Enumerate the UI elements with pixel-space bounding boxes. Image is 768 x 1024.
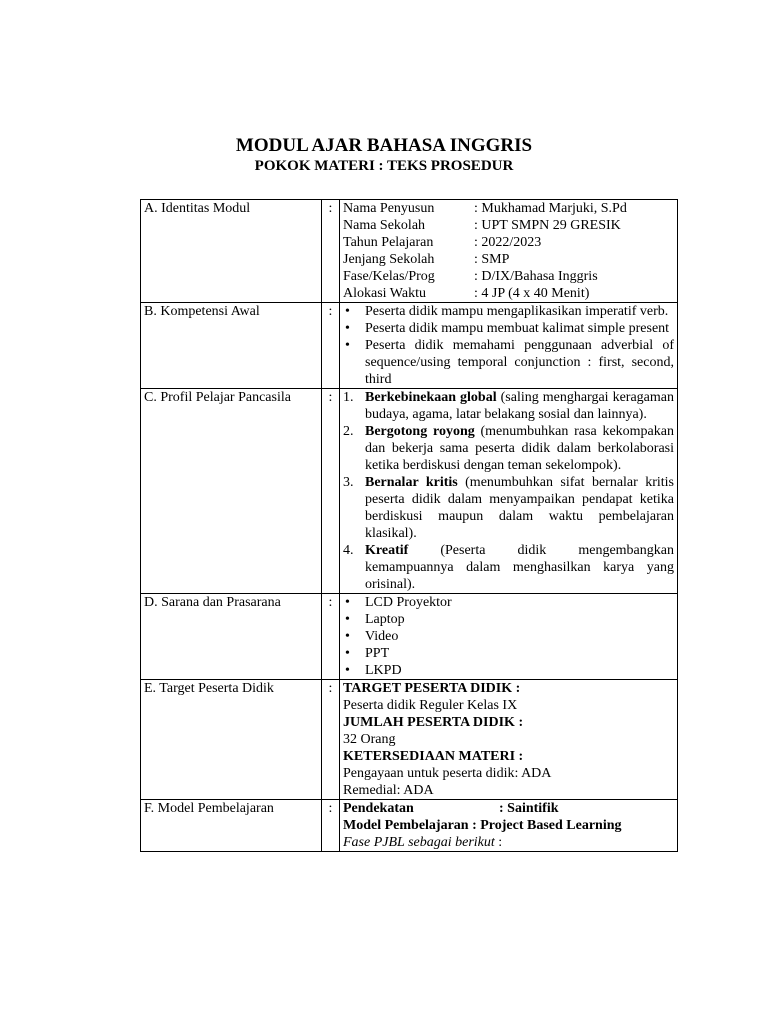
identitas-value: : UPT SMPN 29 GRESIK <box>474 218 621 233</box>
ketersediaan-heading: KETERSEDIAAN MATERI : <box>343 749 524 764</box>
identitas-value: : Mukhamad Marjuki, S.Pd <box>474 201 627 216</box>
pendekatan-value: : Saintifik <box>499 801 559 816</box>
item-title: Berkebinekaan global <box>365 390 497 405</box>
row-colon: : <box>322 389 340 594</box>
item-text: (Peserta didik mengembangkan kemampuannya dalam menghasilkan karya yang orisinal). <box>365 543 674 592</box>
fase-line <box>343 834 674 851</box>
identitas-item <box>343 251 674 268</box>
row-colon: : <box>322 800 340 852</box>
row-profil-pelajar <box>141 389 678 594</box>
list-item <box>343 389 674 423</box>
item-number: 2. <box>343 424 354 439</box>
identitas-key: Tahun Pelajaran <box>343 235 434 250</box>
row-kompetensi-awal <box>141 303 678 389</box>
identitas-item <box>343 268 674 285</box>
module-table <box>140 199 678 852</box>
kompetensi-content <box>340 303 678 389</box>
target-content <box>340 680 678 800</box>
row-label: C. Profil Pelajar Pancasila <box>141 389 322 594</box>
item-title: Bernalar kritis <box>365 475 458 490</box>
pendekatan-key: Pendekatan <box>343 801 414 816</box>
row-label: F. Model Pembelajaran <box>141 800 322 852</box>
identitas-value: : 2022/2023 <box>474 235 542 250</box>
model-line: Model Pembelajaran : Project Based Learning <box>343 818 622 833</box>
row-label: E. Target Peserta Didik <box>141 680 322 800</box>
fase-text: Fase PJBL sebagai berikut <box>343 835 495 850</box>
row-colon: : <box>322 200 340 303</box>
row-sarana-prasarana <box>141 594 678 680</box>
list-item <box>343 542 674 593</box>
row-label: B. Kompetensi Awal <box>141 303 322 389</box>
list-item <box>343 474 674 542</box>
identitas-item <box>343 285 674 302</box>
pengayaan-line: Pengayaan untuk peserta didik: ADA <box>343 766 552 781</box>
identitas-key: Alokasi Waktu <box>343 286 426 301</box>
item-number: 4. <box>343 543 354 558</box>
item-text: (menumbuhkan rasa kekompakan dan bekerja sama peserta didik dalam berkolaborasi ketika berdiskusi dengan teman sekelompok). <box>365 424 674 473</box>
target-heading: TARGET PESERTA DIDIK : <box>343 681 521 696</box>
list-item: • PPT <box>343 645 674 662</box>
sarana-list <box>343 594 674 679</box>
sarana-content <box>340 594 678 680</box>
identitas-item <box>343 234 674 251</box>
document-title: MODUL AJAR BAHASA INGGRIS <box>235 135 533 156</box>
item-title: Kreatif <box>365 543 409 558</box>
target-line: Peserta didik Reguler Kelas IX <box>343 698 518 713</box>
row-target-peserta <box>141 680 678 800</box>
list-item: • Peserta didik mampu mengaplikasikan imperatif verb. <box>343 303 674 320</box>
list-item: • LCD Proyektor <box>343 594 674 611</box>
row-model-pembelajaran <box>141 800 678 852</box>
list-item <box>343 423 674 474</box>
identitas-key: Fase/Kelas/Prog <box>343 269 435 284</box>
identitas-content <box>340 200 678 303</box>
kompetensi-list <box>343 303 674 388</box>
profil-list <box>343 389 674 593</box>
row-identitas-modul <box>141 200 678 303</box>
remedial-line: Remedial: ADA <box>343 783 434 798</box>
model-content <box>340 800 678 852</box>
list-item: • Peserta didik mampu membuat kalimat simple present <box>343 320 674 337</box>
jumlah-line: 32 Orang <box>343 732 396 747</box>
identitas-key: Nama Sekolah <box>343 218 426 233</box>
jumlah-heading: JUMLAH PESERTA DIDIK : <box>343 715 524 730</box>
item-text: (menumbuhkan sifat bernalar kritis peserta didik dalam menyampaikan pendapat ketika berdiskusi maupun dalam waktu pembelajaran klasikal). <box>365 475 675 541</box>
item-number: 3. <box>343 475 354 490</box>
identitas-key: Jenjang Sekolah <box>343 252 435 267</box>
identitas-item <box>343 200 674 217</box>
row-colon: : <box>322 594 340 680</box>
profil-content <box>340 389 678 594</box>
row-colon: : <box>322 303 340 389</box>
identitas-key: Nama Penyusun <box>343 201 435 216</box>
pendekatan-line <box>343 800 674 817</box>
list-item: • Laptop <box>343 611 674 628</box>
fase-colon: : <box>494 835 503 850</box>
identitas-item <box>343 217 674 234</box>
item-text: (saling menghargai keragaman budaya, agama, latar belakang sosial dan lainnya). <box>365 390 674 422</box>
identitas-value: : 4 JP (4 x 40 Menit) <box>474 286 590 301</box>
row-label: A. Identitas Modul <box>141 200 322 303</box>
identitas-value: : D/IX/Bahasa Inggris <box>474 269 598 284</box>
item-number: 1. <box>343 390 354 405</box>
list-item: • Peserta didik memahami penggunaan adverbial of sequence/using temporal conjunction : first, second, third <box>343 337 674 388</box>
row-colon: : <box>322 680 340 800</box>
document-subtitle: POKOK MATERI : TEKS PROSEDUR <box>254 158 514 174</box>
row-label: D. Sarana dan Prasarana <box>141 594 322 680</box>
item-title: Bergotong royong <box>365 424 475 439</box>
list-item: • LKPD <box>343 662 674 679</box>
list-item: • Video <box>343 628 674 645</box>
identitas-value: : SMP <box>474 252 510 267</box>
